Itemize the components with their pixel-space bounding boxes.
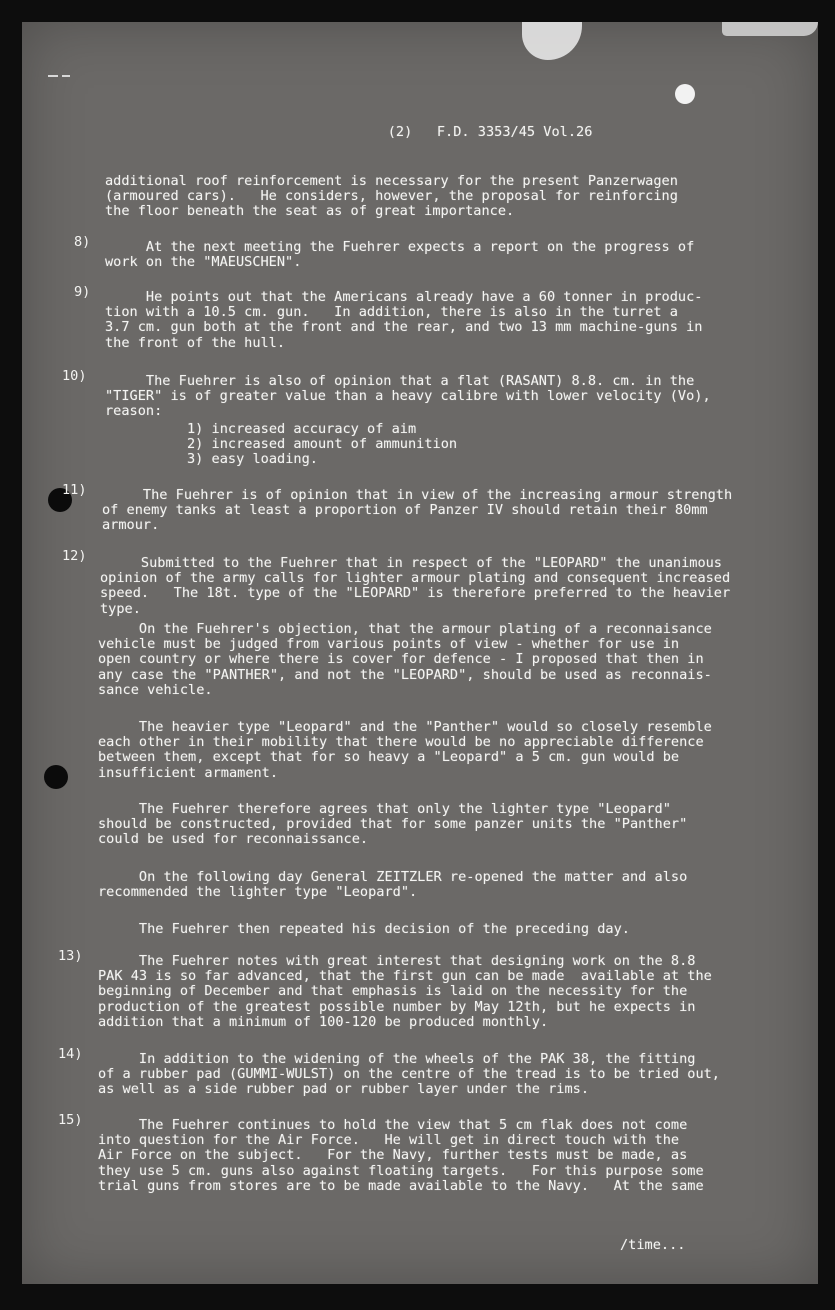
text-line: "TIGER" is of greater value than a heavy calibre with lower velocity (Vo), <box>105 388 711 405</box>
paper-hole <box>675 84 695 104</box>
text-line: addition that a minimum of 100-120 be produced monthly. <box>98 1013 549 1030</box>
reference-number: F.D. 3353/45 <box>436 124 536 141</box>
text-line: vehicle must be judged from various points of view - whether for use in <box>98 636 680 653</box>
text-line: of enemy tanks at least a proportion of Panzer IV should retain their 80mm <box>102 502 708 519</box>
item-14-paragraph <box>98 1052 720 1098</box>
page-header <box>355 110 592 156</box>
text-line: The heavier type "Leopard" and the "Panther" would so closely resemble <box>98 719 712 735</box>
text-line: trial guns from stores are to be made available to the Navy. At the same <box>98 1177 704 1194</box>
list-item: 1) increased accuracy of aim <box>187 421 417 437</box>
margin-dash <box>62 75 70 77</box>
text-line: speed. The 18t. type of the "LEOPARD" is therefore preferred to the heavier <box>100 585 731 602</box>
intro-paragraph <box>105 174 678 220</box>
item-number: 10) <box>62 368 87 384</box>
item-8-paragraph <box>105 240 694 270</box>
item-number: 12) <box>62 548 87 564</box>
text-line: could be used for reconnaissance. <box>98 831 369 848</box>
text-line: At the next meeting the Fuehrer expects a report on the progress of <box>105 239 695 255</box>
margin-dash <box>48 75 58 77</box>
text-line: On the Fuehrer's objection, that the armour plating of a reconnaisance <box>98 621 712 637</box>
item-number: 11) <box>62 482 87 498</box>
page-number: (2) <box>387 124 413 141</box>
text-line: insufficient armament. <box>98 764 279 781</box>
item-12-agreement-paragraph <box>98 802 687 848</box>
text-line: Submitted to the Fuehrer that in respect of the "LEOPARD" the unanimous <box>100 555 722 571</box>
text-line: The Fuehrer is also of opinion that a flat (RASANT) 8.8. cm. in the <box>105 373 695 389</box>
text-line: PAK 43 is so far advanced, that the first gun can be made available at the <box>98 968 712 985</box>
item-10-paragraph <box>105 374 711 420</box>
reasons-list <box>187 422 457 468</box>
item-12-zeitzler-paragraph <box>98 870 687 900</box>
text-line: between them, except that for so heavy a "Leopard" a 5 cm. gun would be <box>98 749 680 766</box>
item-15-paragraph <box>98 1118 704 1194</box>
item-number: 15) <box>58 1112 83 1128</box>
item-number: 8) <box>74 234 91 250</box>
text-line: armour. <box>102 517 160 534</box>
text-line: open country or where there is cover for defence - I proposed that then in <box>98 651 704 668</box>
text-line: beginning of December and that emphasis is laid on the necessity for the <box>98 983 688 1000</box>
item-number: 13) <box>58 948 83 964</box>
text-line: He points out that the Americans already have a 60 tonner in produc- <box>105 289 703 305</box>
item-number: 9) <box>74 284 91 300</box>
text-line: On the following day General ZEITZLER re-opened the matter and also <box>98 869 688 885</box>
volume-label: Vol.26 <box>543 124 593 141</box>
text-line: each other in their mobility that there would be no appreciable difference <box>98 734 704 751</box>
item-12-objection-paragraph <box>98 622 712 698</box>
punch-hole-lower <box>44 765 68 789</box>
text-line: recommended the lighter type "Leopard". <box>98 884 418 901</box>
catchword: /time... <box>620 1237 686 1253</box>
text-line: they use 5 cm. guns also against floating targets. For this purpose some <box>98 1162 704 1179</box>
text-line: additional roof reinforcement is necessary for the present Panzerwagen <box>105 173 678 189</box>
text-line: opinion of the army calls for lighter armour plating and consequent increased <box>100 570 731 587</box>
item-13-paragraph <box>98 954 712 1030</box>
document-page <box>22 22 818 1284</box>
text-line: The Fuehrer therefore agrees that only the lighter type "Leopard" <box>98 801 671 817</box>
text-line: sance vehicle. <box>98 681 213 698</box>
text-line: The Fuehrer then repeated his decision of the preceding day. <box>98 921 630 937</box>
text-line: In addition to the widening of the wheels of the PAK 38, the fitting <box>98 1051 696 1067</box>
text-line: production of the greatest possible number by May 12th, but he expects in <box>98 998 696 1015</box>
text-line: The Fuehrer notes with great interest that designing work on the 8.8 <box>98 953 696 969</box>
text-line: work on the "MAEUSCHEN". <box>105 254 302 271</box>
text-line: Air Force on the subject. For the Navy, further tests must be made, as <box>98 1147 688 1164</box>
text-line: the floor beneath the seat as of great importance. <box>105 203 515 220</box>
item-11-paragraph <box>102 488 732 534</box>
text-line: reason: <box>105 403 163 420</box>
list-item: 3) easy loading. <box>187 451 318 468</box>
text-line: should be constructed, provided that for some panzer units the "Panther" <box>98 816 688 833</box>
text-line: into question for the Air Force. He will get in direct touch with the <box>98 1132 680 1149</box>
torn-edge-mark-right <box>722 22 818 36</box>
item-number: 14) <box>58 1046 83 1062</box>
item-12-decision-paragraph <box>98 922 630 937</box>
text-line: 3.7 cm. gun both at the front and the rear, and two 13 mm machine-guns in <box>105 319 703 336</box>
torn-edge-mark <box>522 22 582 60</box>
text-line: of a rubber pad (GUMMI-WULST) on the centre of the tread is to be tried out, <box>98 1066 720 1083</box>
item-12-comparison-paragraph <box>98 720 712 781</box>
list-item: 2) increased amount of ammunition <box>187 436 458 453</box>
text-line: The Fuehrer is of opinion that in view of the increasing armour strength <box>102 487 733 503</box>
text-line: the front of the hull. <box>105 334 286 351</box>
text-line: tion with a 10.5 cm. gun. In addition, there is also in the turret a <box>105 304 678 321</box>
item-9-paragraph <box>105 290 702 351</box>
text-line: as well as a side rubber pad or rubber layer under the rims. <box>98 1081 590 1098</box>
item-12-paragraph <box>100 556 730 617</box>
text-line: (armoured cars). He considers, however, the proposal for reinforcing <box>105 188 678 205</box>
text-line: The Fuehrer continues to hold the view that 5 cm flak does not come <box>98 1117 688 1133</box>
text-line: type. <box>100 600 141 617</box>
text-line: any case the "PANTHER", and not the "LEOPARD", should be used as reconnais- <box>98 666 712 683</box>
